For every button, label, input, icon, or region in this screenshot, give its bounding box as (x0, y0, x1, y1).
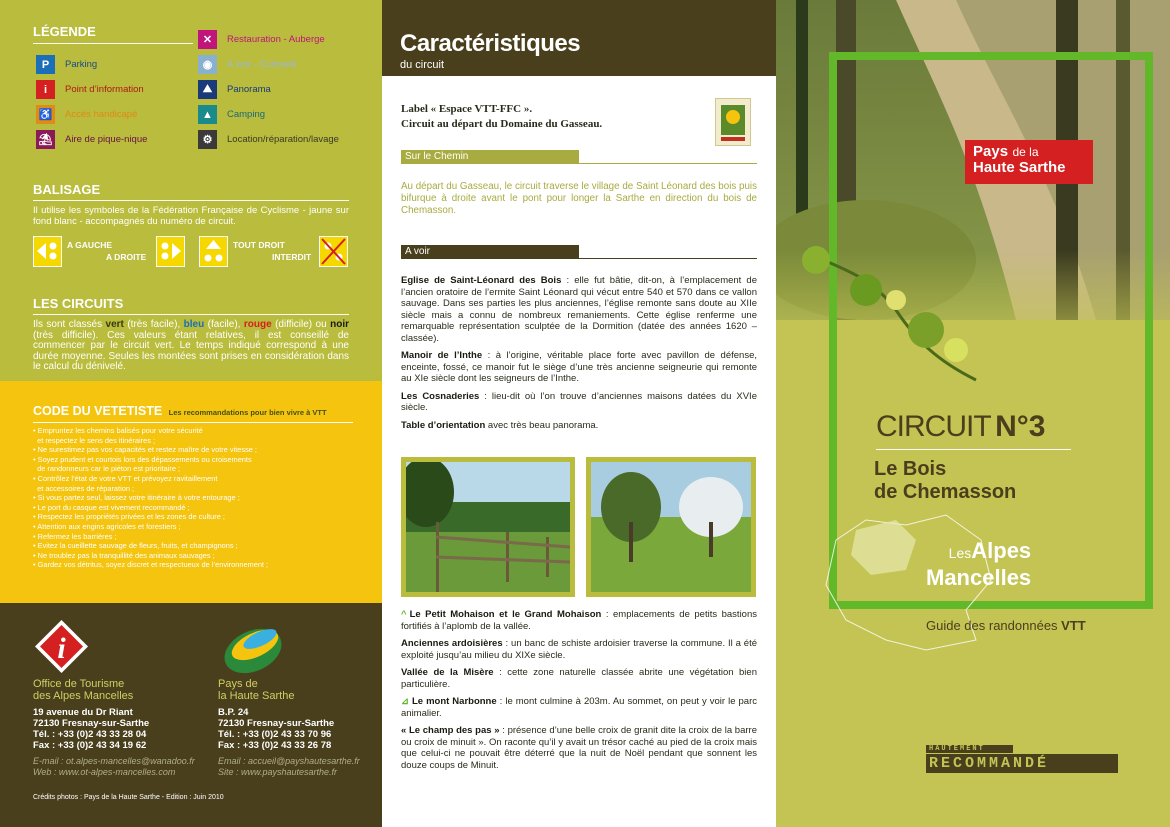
guide-line: Guide des randonnées VTT (926, 618, 1086, 633)
avoir-item-text: : elle fut bâtie, dit-on, à l’emplacement de l’ancien oratoire de l’ermite Saint Léonard qui vécut entre 540 et 570 dans ce vallon sauvage. Dans ses parties les plus anciennes, l’église remonte sans doute au XIIe siècle mais a connu de nombreux remaniements. Cette église renferme une remarquable représentation sculptée de la Dormition (datée des années 1620 – classée). (401, 275, 757, 344)
sur-chemin-bar (401, 150, 757, 164)
legend-label: Camping (227, 109, 266, 120)
legend-item (198, 30, 325, 49)
avoir-item-text: : lieu-dit où l’on trouve d’anciennes maisons datées du XVIe siècle. (401, 390, 757, 413)
office-tel: Tél. : +33 (0)2 43 33 28 04 (33, 729, 147, 740)
avoir-item (401, 391, 757, 414)
vetetiste-item: • Refermez les barrières ; (33, 531, 117, 541)
mancelles-word: Mancelles (926, 565, 1032, 590)
legend-label: Accès handicapé (65, 109, 138, 120)
sign-label-droite: A DROITE (106, 252, 147, 262)
carac-subtitle: du circuit (400, 59, 445, 71)
middle-panel (382, 0, 776, 827)
office-addr-2: 72130 Fresnay-sur-Sarthe (33, 718, 150, 729)
legend-icon: ⛰ (198, 80, 217, 99)
avoir-item-title: Les Cosnaderies (401, 390, 480, 402)
avoir-mark-icon: ^ (401, 609, 407, 620)
circuit-number (876, 410, 1045, 444)
contact-footer (0, 603, 382, 827)
vetetiste-item: • Evitez la cueillette sauvage de fleurs, fruits, et champignons ; (33, 541, 238, 551)
avoir-item-title: Le Petit Mohaison et le Grand Mohaison (409, 609, 602, 620)
avoir-item-text: : emplacements de petits bastions fortifiés à l’aplomb de la vallée. (401, 609, 757, 632)
vtt-ffc-badge (715, 98, 751, 146)
avoir-item-title: Vallée de la Misère (401, 667, 494, 678)
legend-label: Parking (65, 59, 98, 70)
vetetiste-item: • Contrôlez l’état de votre VTT et prévoyez ravitaillement (33, 473, 218, 483)
balisage-section (33, 182, 349, 227)
pays-web[interactable]: Site : www.payshautesarthe.fr (218, 767, 338, 777)
avoir-item (401, 696, 757, 719)
balisage-title: BALISAGE (33, 182, 349, 201)
legend-title: LÉGENDE (33, 24, 193, 44)
avoir-label: A voir (401, 245, 579, 258)
avoir-item (401, 420, 757, 432)
forbidden-sign (319, 236, 348, 267)
carac-title: Caractéristiques (400, 30, 581, 57)
sign-label-toutdroit: TOUT DROIT (233, 240, 285, 250)
legend-item (36, 80, 144, 99)
pays-block (218, 678, 378, 778)
straight-sign (199, 236, 228, 267)
vetetiste-item: • Empruntez les chemins balisés pour votre sécurité (33, 426, 203, 435)
pays-tel: Tél. : +33 (0)2 43 33 70 96 (218, 729, 332, 740)
sign-label-gauche: A GAUCHE (67, 240, 113, 250)
vetetiste-item: et respectez le sens des itinéraires ; (33, 435, 156, 445)
legend-icon: ⚙ (198, 130, 217, 149)
circuits-title: LES CIRCUITS (33, 296, 349, 315)
legend-item (36, 55, 97, 74)
vetetiste-item: • Si vous partez seul, laissez votre itinéraire à votre entourage ; (33, 493, 240, 503)
legend-item (36, 130, 147, 149)
photo-credits: Crédits photos : Pays de la Haute Sarthe - Edition : Juin 2010 (33, 794, 224, 801)
circuits-text: Ils sont classés vert (très facile), bleu (facile), rouge (difficile) ou noir (très difficile). Ces valeurs étant relatives, il est conseillé de commencer par le circuit vert. Le temps indiqué correspond à une durée moyenne. Seules les montées sont prises en considération dans le calcul du dénivelé. (33, 319, 350, 372)
circuit-rule (876, 449, 1071, 450)
pays-fax: Fax : +33 (0)2 43 33 26 78 (218, 740, 332, 751)
office-addr-1: 19 avenue du Dr Riant (33, 707, 133, 718)
pays-badge-de: de la (1012, 145, 1039, 159)
hautement-label: HAUTEMENT (926, 745, 1013, 753)
svg-text:i: i (57, 632, 66, 665)
avoir-item-title: Anciennes ardoisières (401, 638, 503, 649)
avoir-item-text: : cette zone naturelle classée abrite une végétation bien particulière. (401, 667, 757, 690)
avoir-item-text: : présence d’une belle croix de granit dite la croix de la barre ou croix de minuit ». On raconte qu’il y avait un trésor caché au pied de la croix mais que celui-ci ne pouvait être déterré que la nuit de Noël pendant que sonnent les douze coups de Minuit. (401, 725, 757, 771)
hautement-recommande-logo (926, 745, 1118, 773)
avoir-item-title: Manoir de l’Inthe (401, 350, 483, 361)
legend-icon: ♿ (36, 105, 55, 124)
sur-chemin-label: Sur le Chemin (401, 150, 579, 163)
circuit-label: CIRCUIT (876, 410, 991, 443)
chemin-text: Au départ du Gasseau, le circuit traverse le village de Saint Léonard des bois puis bifurque à droite avant le pont pour longer la Sarthe en direction du bois de Chemasson. (401, 181, 757, 216)
office-title-1: Office de Tourisme (33, 678, 125, 690)
legend-label: Restauration - Auberge (227, 34, 325, 45)
avoir-item-text: avec très beau panorama. (485, 419, 599, 431)
left-arrow-sign (33, 236, 62, 267)
circuits-section (33, 296, 349, 373)
legend-item (198, 130, 339, 149)
avoir-item (401, 350, 757, 385)
pays-email[interactable]: Email : accueil@payshautesarthe.fr (218, 756, 360, 766)
vetetiste-list (33, 426, 363, 570)
avoir-item (401, 275, 757, 344)
office-block (33, 678, 213, 778)
avoir-item (401, 725, 757, 771)
vetetiste-item: • Le port du casque est vivement recommandé ; (33, 502, 190, 512)
avoir-item-text: : un banc de schiste ardoisier traverse la commune. Il a été exploité jusqu’au milieu du XIXe siècle. (401, 638, 757, 661)
sign-label-interdit: INTERDIT (272, 252, 312, 262)
avoir-item-title: Table d’orientation (401, 419, 486, 431)
vetetiste-item: • Gardez vos détritus, soyez discret et respectueux de l’environnement ; (33, 560, 269, 570)
office-web[interactable]: Web : www.ot-alpes-mancelles.com (33, 767, 176, 777)
legend-label: Point d’information (65, 84, 144, 95)
decorative-foliage (776, 230, 996, 390)
circuit-name: Le Bois de Chemasson (874, 458, 1017, 503)
photo-meadow (586, 457, 756, 597)
legend-item (198, 55, 297, 74)
legend-label: A voir - Curiosité (227, 59, 297, 70)
office-email[interactable]: E-mail : ot.alpes-mancelles@wanadoo.fr (33, 756, 195, 766)
office-fax: Fax : +33 (0)2 43 34 19 62 (33, 740, 147, 751)
legend-label: Panorama (227, 84, 271, 95)
legend-icon: ◉ (198, 55, 217, 74)
balisage-text: Il utilise les symboles de la Fédération Française de Cyclisme - jaune sur fond blanc - accompagnés du numéro de circuit. (33, 205, 349, 227)
pays-title-2: la Haute Sarthe (218, 690, 295, 702)
legend-icon: ✕ (198, 30, 217, 49)
avoir-list (401, 275, 757, 437)
tourism-info-logo (33, 618, 90, 675)
vetetiste-subtitle: Les recommandations pour bien vivre à VTT (168, 408, 327, 417)
avoir-item-title: « Le champ des pas » (401, 725, 500, 736)
avoir-item-text: : le mont culmine à 203m. Au sommet, on peut y voir le parc animalier. (401, 696, 757, 719)
left-panel (0, 0, 382, 827)
alpes-word: Alpes (971, 538, 1032, 563)
carac-header (382, 0, 776, 76)
vetetiste-item: • Respectez les propriétés privées et les zones de culture ; (33, 512, 225, 522)
vetetiste-header (33, 402, 353, 423)
avoir-item-title: Le mont Narbonne (411, 696, 497, 707)
avoir-item-title: Eglise de Saint-Léonard des Bois (401, 275, 562, 286)
legend-label: Location/réparation/lavage (227, 134, 339, 145)
vetetiste-item: de randonneurs car le piéton est prioritaire ; (33, 464, 181, 474)
label-text: Label « Espace VTT-FFC ». Circuit au départ du Domaine du Gasseau. (401, 103, 603, 130)
vetetiste-item: • Soyez prudent et courtois lors des dépassements ou croisements (33, 454, 252, 464)
avoir-bar (401, 245, 757, 259)
pays-badge-word: Pays (973, 143, 1009, 160)
pays-addr-2: 72130 Fresnay-sur-Sarthe (218, 718, 335, 729)
vetetiste-item: • Ne troublez pas la tranquillité des animaux sauvages ; (33, 550, 215, 560)
legend-icon: ▲ (198, 105, 217, 124)
avoir-item (401, 609, 757, 632)
photo-fence (401, 457, 575, 597)
legend-item (198, 80, 271, 99)
legend-item (198, 105, 265, 124)
avoir-item-text: : à l’origine, véritable place forte avec pavillon de défense, enceinte, fossé, ce manoir fut le siège d’une très ancienne seigneurie qui remonte au XIe siècle dont les seigneurs de l’Inthe. (401, 350, 757, 384)
vetetiste-item: et accessoires de réparation ; (33, 483, 135, 493)
avoir-item (401, 638, 757, 661)
pays-badge-haute: Haute Sarthe (973, 159, 1066, 176)
avoir-mark-icon: ⊿ (401, 696, 409, 707)
office-title-2: des Alpes Mancelles (33, 690, 134, 702)
legend-icon: i (36, 80, 55, 99)
pays-logo (218, 621, 288, 676)
circuit-num: N°3 (995, 410, 1046, 443)
avoir-list-2 (401, 609, 757, 777)
avoir-item (401, 667, 757, 690)
legend-item (36, 105, 137, 124)
legend-label: Aire de pique-nique (65, 134, 148, 145)
pays-badge (965, 140, 1093, 184)
pays-title-1: Pays de (218, 678, 258, 690)
cover-panel (776, 0, 1170, 827)
recommande-label: RECOMMANDÉ (926, 754, 1118, 773)
alpes-mancelles (926, 539, 1031, 590)
pays-addr-1: B.P. 24 (218, 707, 249, 718)
vetetiste-title: CODE DU VETETISTE (33, 404, 163, 418)
les-word: Les (948, 545, 972, 561)
legend-icon: ⛱ (36, 130, 55, 149)
right-arrow-sign (156, 236, 185, 267)
legend-icon: P (36, 55, 55, 74)
vetetiste-item: • Ne surestimez pas vos capacités et restez maître de votre vitesse ; (33, 445, 257, 455)
vetetiste-item: • Attention aux engins agricoles et forestiers ; (33, 521, 181, 531)
